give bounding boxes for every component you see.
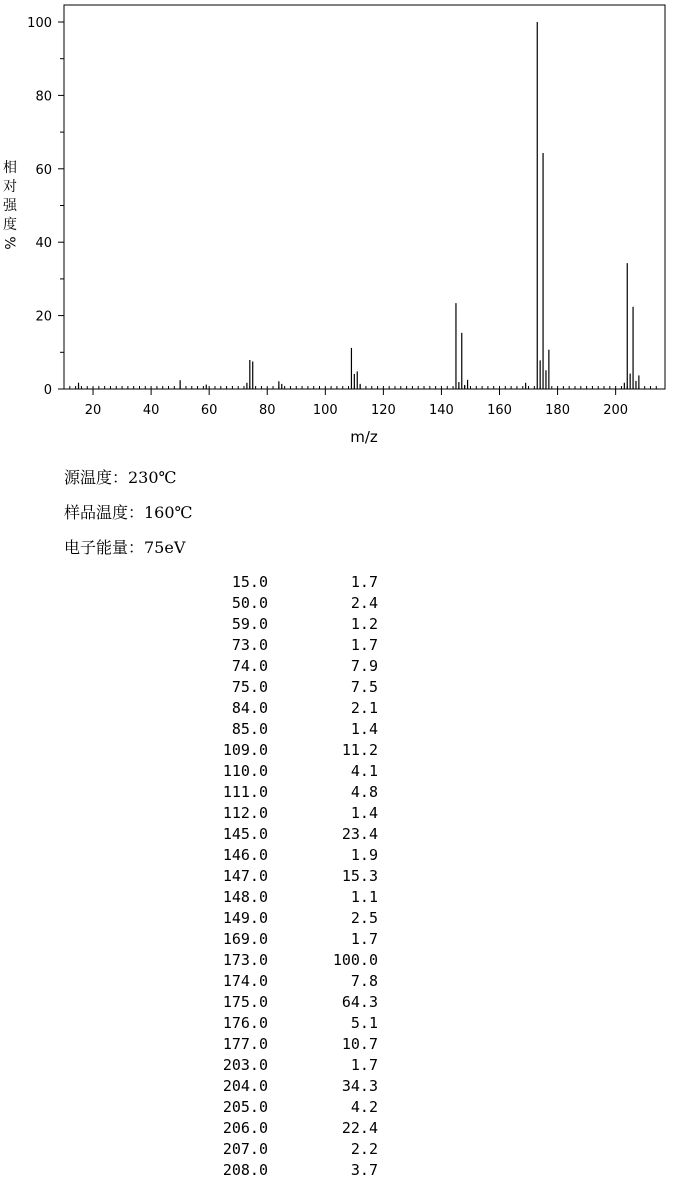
y-axis-label-char: 相 bbox=[3, 160, 17, 176]
y-axis-label-char: 对 bbox=[3, 179, 17, 195]
table-cell-mz: 84.0 bbox=[231, 699, 268, 717]
table-cell-mz: 207.0 bbox=[222, 1140, 268, 1158]
y-axis-label-char: 度 bbox=[3, 217, 17, 233]
table-cell-intensity: 1.7 bbox=[350, 930, 378, 948]
table-cell-intensity: 1.4 bbox=[350, 804, 378, 822]
electron-energy: 电子能量：75eV bbox=[64, 538, 186, 557]
table-row bbox=[200, 761, 400, 782]
table-cell-intensity: 4.8 bbox=[350, 783, 378, 801]
table-cell-mz: 74.0 bbox=[231, 657, 268, 675]
table-row bbox=[200, 1097, 400, 1118]
table-cell-mz: 208.0 bbox=[222, 1161, 268, 1179]
table-cell-intensity: 11.2 bbox=[341, 741, 378, 759]
x-tick-label: 60 bbox=[200, 403, 218, 418]
peak-table bbox=[200, 572, 400, 1181]
table-row bbox=[200, 719, 400, 740]
table-row bbox=[200, 1013, 400, 1034]
x-tick-label: 160 bbox=[487, 403, 512, 418]
y-tick-label: 0 bbox=[43, 383, 52, 398]
table-cell-mz: 206.0 bbox=[222, 1119, 268, 1137]
x-tick-label: 120 bbox=[370, 403, 396, 418]
table-cell-mz: 203.0 bbox=[222, 1056, 268, 1074]
table-cell-mz: 148.0 bbox=[222, 888, 268, 906]
x-tick-label: 40 bbox=[142, 403, 160, 418]
table-row bbox=[200, 572, 400, 593]
table-cell-mz: 145.0 bbox=[222, 825, 268, 843]
table-row bbox=[200, 677, 400, 698]
x-tick-label: 140 bbox=[429, 403, 454, 418]
plot-frame bbox=[64, 5, 665, 389]
y-tick-label: 80 bbox=[35, 89, 52, 105]
table-cell-mz: 109.0 bbox=[222, 741, 268, 759]
table-cell-intensity: 23.4 bbox=[341, 825, 378, 843]
table-cell-intensity: 10.7 bbox=[341, 1035, 378, 1053]
table-row bbox=[200, 866, 400, 887]
table-row bbox=[200, 908, 400, 929]
y-tick-label: 100 bbox=[27, 16, 52, 31]
table-row bbox=[200, 698, 400, 719]
table-cell-intensity: 100.0 bbox=[332, 951, 378, 969]
table-cell-mz: 175.0 bbox=[222, 993, 268, 1011]
table-cell-intensity: 1.1 bbox=[350, 888, 378, 906]
table-row bbox=[200, 635, 400, 656]
table-cell-mz: 173.0 bbox=[222, 951, 268, 969]
table-cell-mz: 110.0 bbox=[222, 762, 268, 780]
table-cell-mz: 73.0 bbox=[231, 636, 268, 654]
x-axis-label: m/z bbox=[350, 428, 378, 446]
table-cell-intensity: 34.3 bbox=[341, 1077, 378, 1095]
table-cell-intensity: 3.7 bbox=[350, 1161, 378, 1179]
table-cell-mz: 112.0 bbox=[222, 804, 268, 822]
table-cell-mz: 59.0 bbox=[231, 615, 268, 633]
table-row bbox=[200, 824, 400, 845]
table-row bbox=[200, 1076, 400, 1097]
table-row bbox=[200, 950, 400, 971]
x-tick-label: 180 bbox=[545, 403, 570, 418]
table-cell-intensity: 7.8 bbox=[350, 972, 378, 990]
table-row bbox=[200, 845, 400, 866]
table-cell-mz: 111.0 bbox=[222, 783, 268, 801]
source-temperature: 源温度：230℃ bbox=[64, 468, 177, 487]
peak-bars bbox=[79, 22, 639, 389]
table-cell-mz: 169.0 bbox=[222, 930, 268, 948]
table-cell-intensity: 22.4 bbox=[341, 1119, 378, 1137]
table-cell-intensity: 1.4 bbox=[350, 720, 378, 738]
x-axis-ticks bbox=[85, 389, 628, 418]
table-row bbox=[200, 782, 400, 803]
table-row bbox=[200, 1139, 400, 1160]
table-cell-intensity: 4.2 bbox=[350, 1098, 378, 1116]
table-cell-intensity: 1.7 bbox=[350, 636, 378, 654]
table-cell-intensity: 1.7 bbox=[350, 573, 378, 591]
table-cell-mz: 75.0 bbox=[231, 678, 268, 696]
table-cell-intensity: 5.1 bbox=[350, 1014, 378, 1032]
table-cell-mz: 177.0 bbox=[222, 1035, 268, 1053]
table-cell-mz: 147.0 bbox=[222, 867, 268, 885]
table-cell-mz: 149.0 bbox=[222, 909, 268, 927]
table-cell-intensity: 2.1 bbox=[350, 699, 378, 717]
table-row bbox=[200, 1118, 400, 1139]
table-cell-intensity: 4.1 bbox=[350, 762, 378, 780]
table-row bbox=[200, 1055, 400, 1076]
table-cell-mz: 15.0 bbox=[231, 573, 268, 591]
table-cell-intensity: 1.9 bbox=[350, 846, 378, 864]
table-cell-intensity: 2.2 bbox=[350, 1140, 378, 1158]
table-cell-intensity: 7.9 bbox=[350, 657, 378, 675]
table-cell-intensity: 2.5 bbox=[350, 909, 378, 927]
table-row bbox=[200, 887, 400, 908]
y-tick-label: 60 bbox=[35, 162, 52, 178]
table-row bbox=[200, 929, 400, 950]
table-row bbox=[200, 593, 400, 614]
y-axis-label-char: 强 bbox=[3, 198, 17, 214]
table-row bbox=[200, 971, 400, 992]
table-row bbox=[200, 614, 400, 635]
mass-spectrum-chart bbox=[0, 0, 680, 450]
table-cell-intensity: 1.2 bbox=[350, 615, 378, 633]
table-cell-mz: 176.0 bbox=[222, 1014, 268, 1032]
table-row bbox=[200, 1034, 400, 1055]
y-axis-ticks bbox=[27, 16, 64, 398]
table-cell-intensity: 64.3 bbox=[341, 993, 378, 1011]
table-row bbox=[200, 992, 400, 1013]
y-tick-label: 20 bbox=[35, 309, 52, 325]
y-axis-label bbox=[1, 159, 18, 250]
table-cell-intensity: 2.4 bbox=[350, 594, 378, 612]
table-cell-intensity: 1.7 bbox=[350, 1056, 378, 1074]
table-row bbox=[200, 803, 400, 824]
x-tick-label: 20 bbox=[84, 403, 102, 418]
x-tick-label: 200 bbox=[603, 403, 629, 418]
table-cell-intensity: 15.3 bbox=[341, 867, 378, 885]
table-row bbox=[200, 656, 400, 677]
x-tick-label: 100 bbox=[312, 403, 338, 418]
table-cell-mz: 50.0 bbox=[231, 594, 268, 612]
y-tick-label: 40 bbox=[35, 236, 52, 252]
table-cell-mz: 174.0 bbox=[222, 972, 268, 990]
x-tick-label: 80 bbox=[258, 403, 276, 418]
table-cell-mz: 146.0 bbox=[222, 846, 268, 864]
table-cell-mz: 85.0 bbox=[231, 720, 268, 738]
table-cell-mz: 205.0 bbox=[222, 1098, 268, 1116]
sample-temperature: 样品温度：160℃ bbox=[64, 503, 193, 522]
table-row bbox=[200, 1160, 400, 1181]
table-cell-mz: 204.0 bbox=[222, 1077, 268, 1095]
y-axis-label-char: % bbox=[1, 236, 17, 250]
table-cell-intensity: 7.5 bbox=[350, 678, 378, 696]
table-row bbox=[200, 740, 400, 761]
